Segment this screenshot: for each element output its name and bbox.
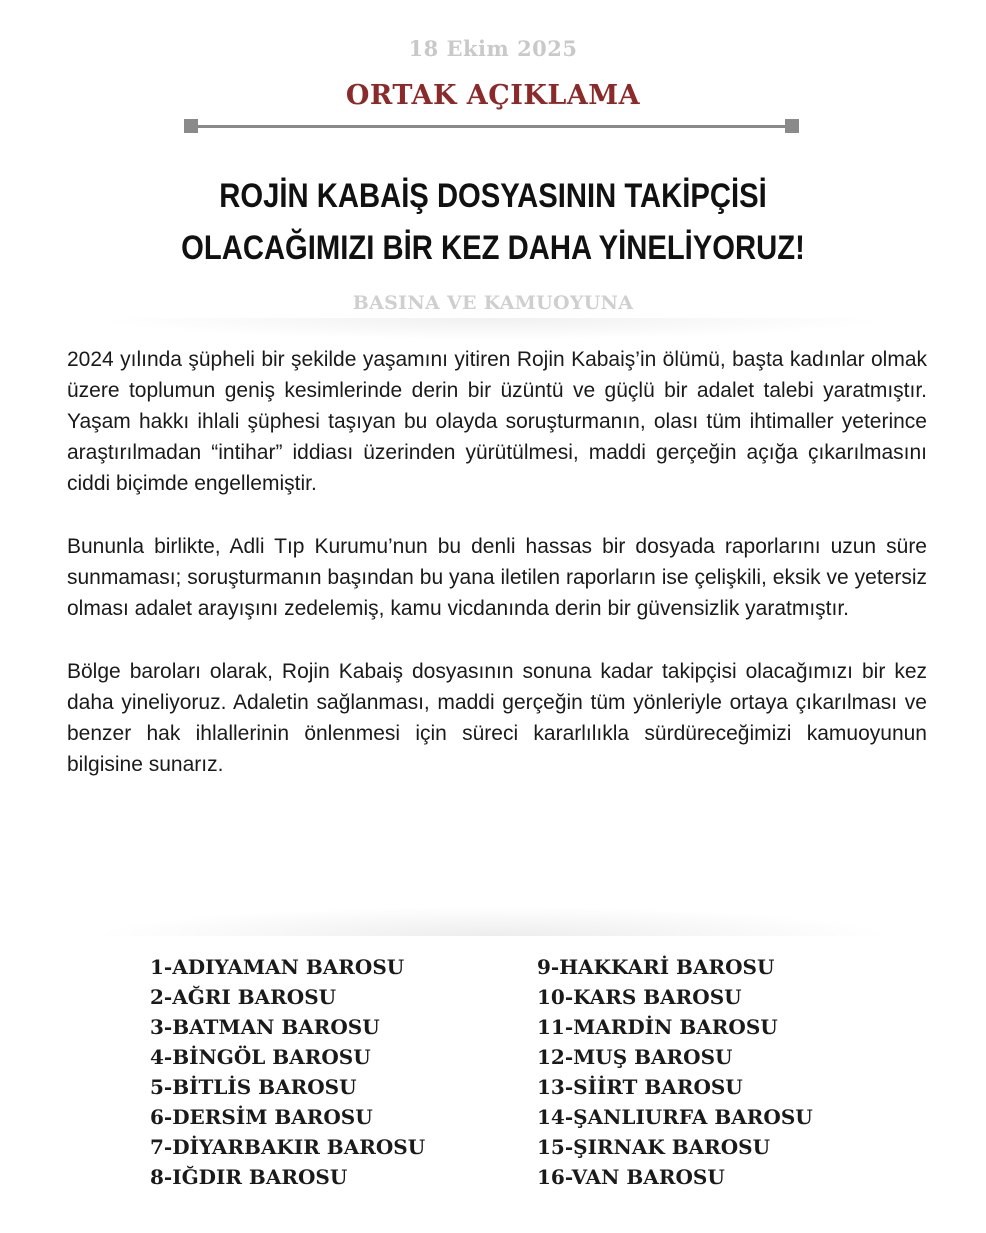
signatory-item: 14-ŞANLIURFA BAROSU	[537, 1105, 813, 1129]
signatory-item: 12-MUŞ BAROSU	[537, 1045, 733, 1069]
statement-body	[67, 344, 927, 812]
signatory-item: 7-DİYARBAKIR BAROSU	[150, 1135, 426, 1159]
divider-cap-right	[785, 119, 799, 133]
signatory-item: 10-KARS BAROSU	[537, 985, 742, 1009]
headline-line-1: ROJİN KABAİŞ DOSYASININ TAKİPÇİSİ	[219, 177, 767, 215]
signatories-left-column	[150, 952, 425, 1192]
signatory-item: 3-BATMAN BAROSU	[150, 1015, 380, 1039]
signatory-item: 11-MARDİN BAROSU	[537, 1015, 778, 1039]
bottom-shadow-divider	[90, 906, 896, 936]
subhead: BASINA VE KAMUOYUNA	[352, 292, 634, 314]
divider-cap-left	[184, 119, 198, 133]
signatory-item: 1-ADIYAMAN BAROSU	[150, 955, 405, 979]
signatory-item: 5-BİTLİS BAROSU	[150, 1075, 357, 1099]
signatory-item: 4-BİNGÖL BAROSU	[150, 1045, 371, 1069]
document-kicker: ORTAK AÇIKLAMA	[345, 80, 641, 111]
paragraph: Bununla birlikte, Adli Tıp Kurumu’nun bu denli hassas bir dosyada raporlarını uzun süre sunmaması; soruşturmanın başından bu yana iletilen raporların ise çelişkili, eksik ve yetersiz olması adalet arayışını zedelemiş, kamu vicdanında derin bir güvensizlik yaratmıştır.	[67, 535, 927, 620]
headline	[121, 170, 866, 274]
release-date: 18 Ekim 2025	[408, 36, 578, 61]
header-divider	[187, 125, 797, 128]
paragraph: 2024 yılında şüpheli bir şekilde yaşamını yitiren Rojin Kabaiş’in ölümü, başta kadınlar olmak üzere toplumun geniş kesimlerinde derin bir üzüntü ve güçlü bir adalet talebi yaratmıştır. Yaşam hakkı ihlali şüphesi taşıyan bu olayda soruşturmanın, olası tüm ihtimaller yeterince araştırılmadan “intihar” iddiası üzerinden yürütülmesi, maddi gerçeğin açığa çıkarılmasını ciddi biçimde engellemiştir.	[67, 348, 927, 495]
signatory-item: 16-VAN BAROSU	[537, 1165, 725, 1189]
signatory-item: 2-AĞRI BAROSU	[150, 985, 337, 1009]
signatory-item: 8-IĞDIR BAROSU	[150, 1165, 348, 1189]
signatory-item: 15-ŞIRNAK BAROSU	[537, 1135, 771, 1159]
signatories-right-column	[537, 952, 813, 1192]
signatory-item: 13-SİİRT BAROSU	[537, 1075, 743, 1099]
top-shadow-divider	[90, 318, 896, 340]
headline-line-2: OLACAĞIMIZI BİR KEZ DAHA YİNELİYORUZ!	[181, 229, 805, 267]
paragraph: Bölge baroları olarak, Rojin Kabaiş dosyasının sonuna kadar takipçisi olacağımızı bir kez daha yineliyoruz. Adaletin sağlanması, maddi gerçeğin tüm yönleriyle ortaya çıkarılması ve benzer hak ihlallerinin önlenmesi için süreci kararlılıkla sürdüreceğimizi kamuoyunun bilgisine sunarız.	[67, 660, 927, 776]
signatory-item: 9-HAKKARİ BAROSU	[537, 955, 775, 979]
signatory-item: 6-DERSİM BAROSU	[150, 1105, 373, 1129]
